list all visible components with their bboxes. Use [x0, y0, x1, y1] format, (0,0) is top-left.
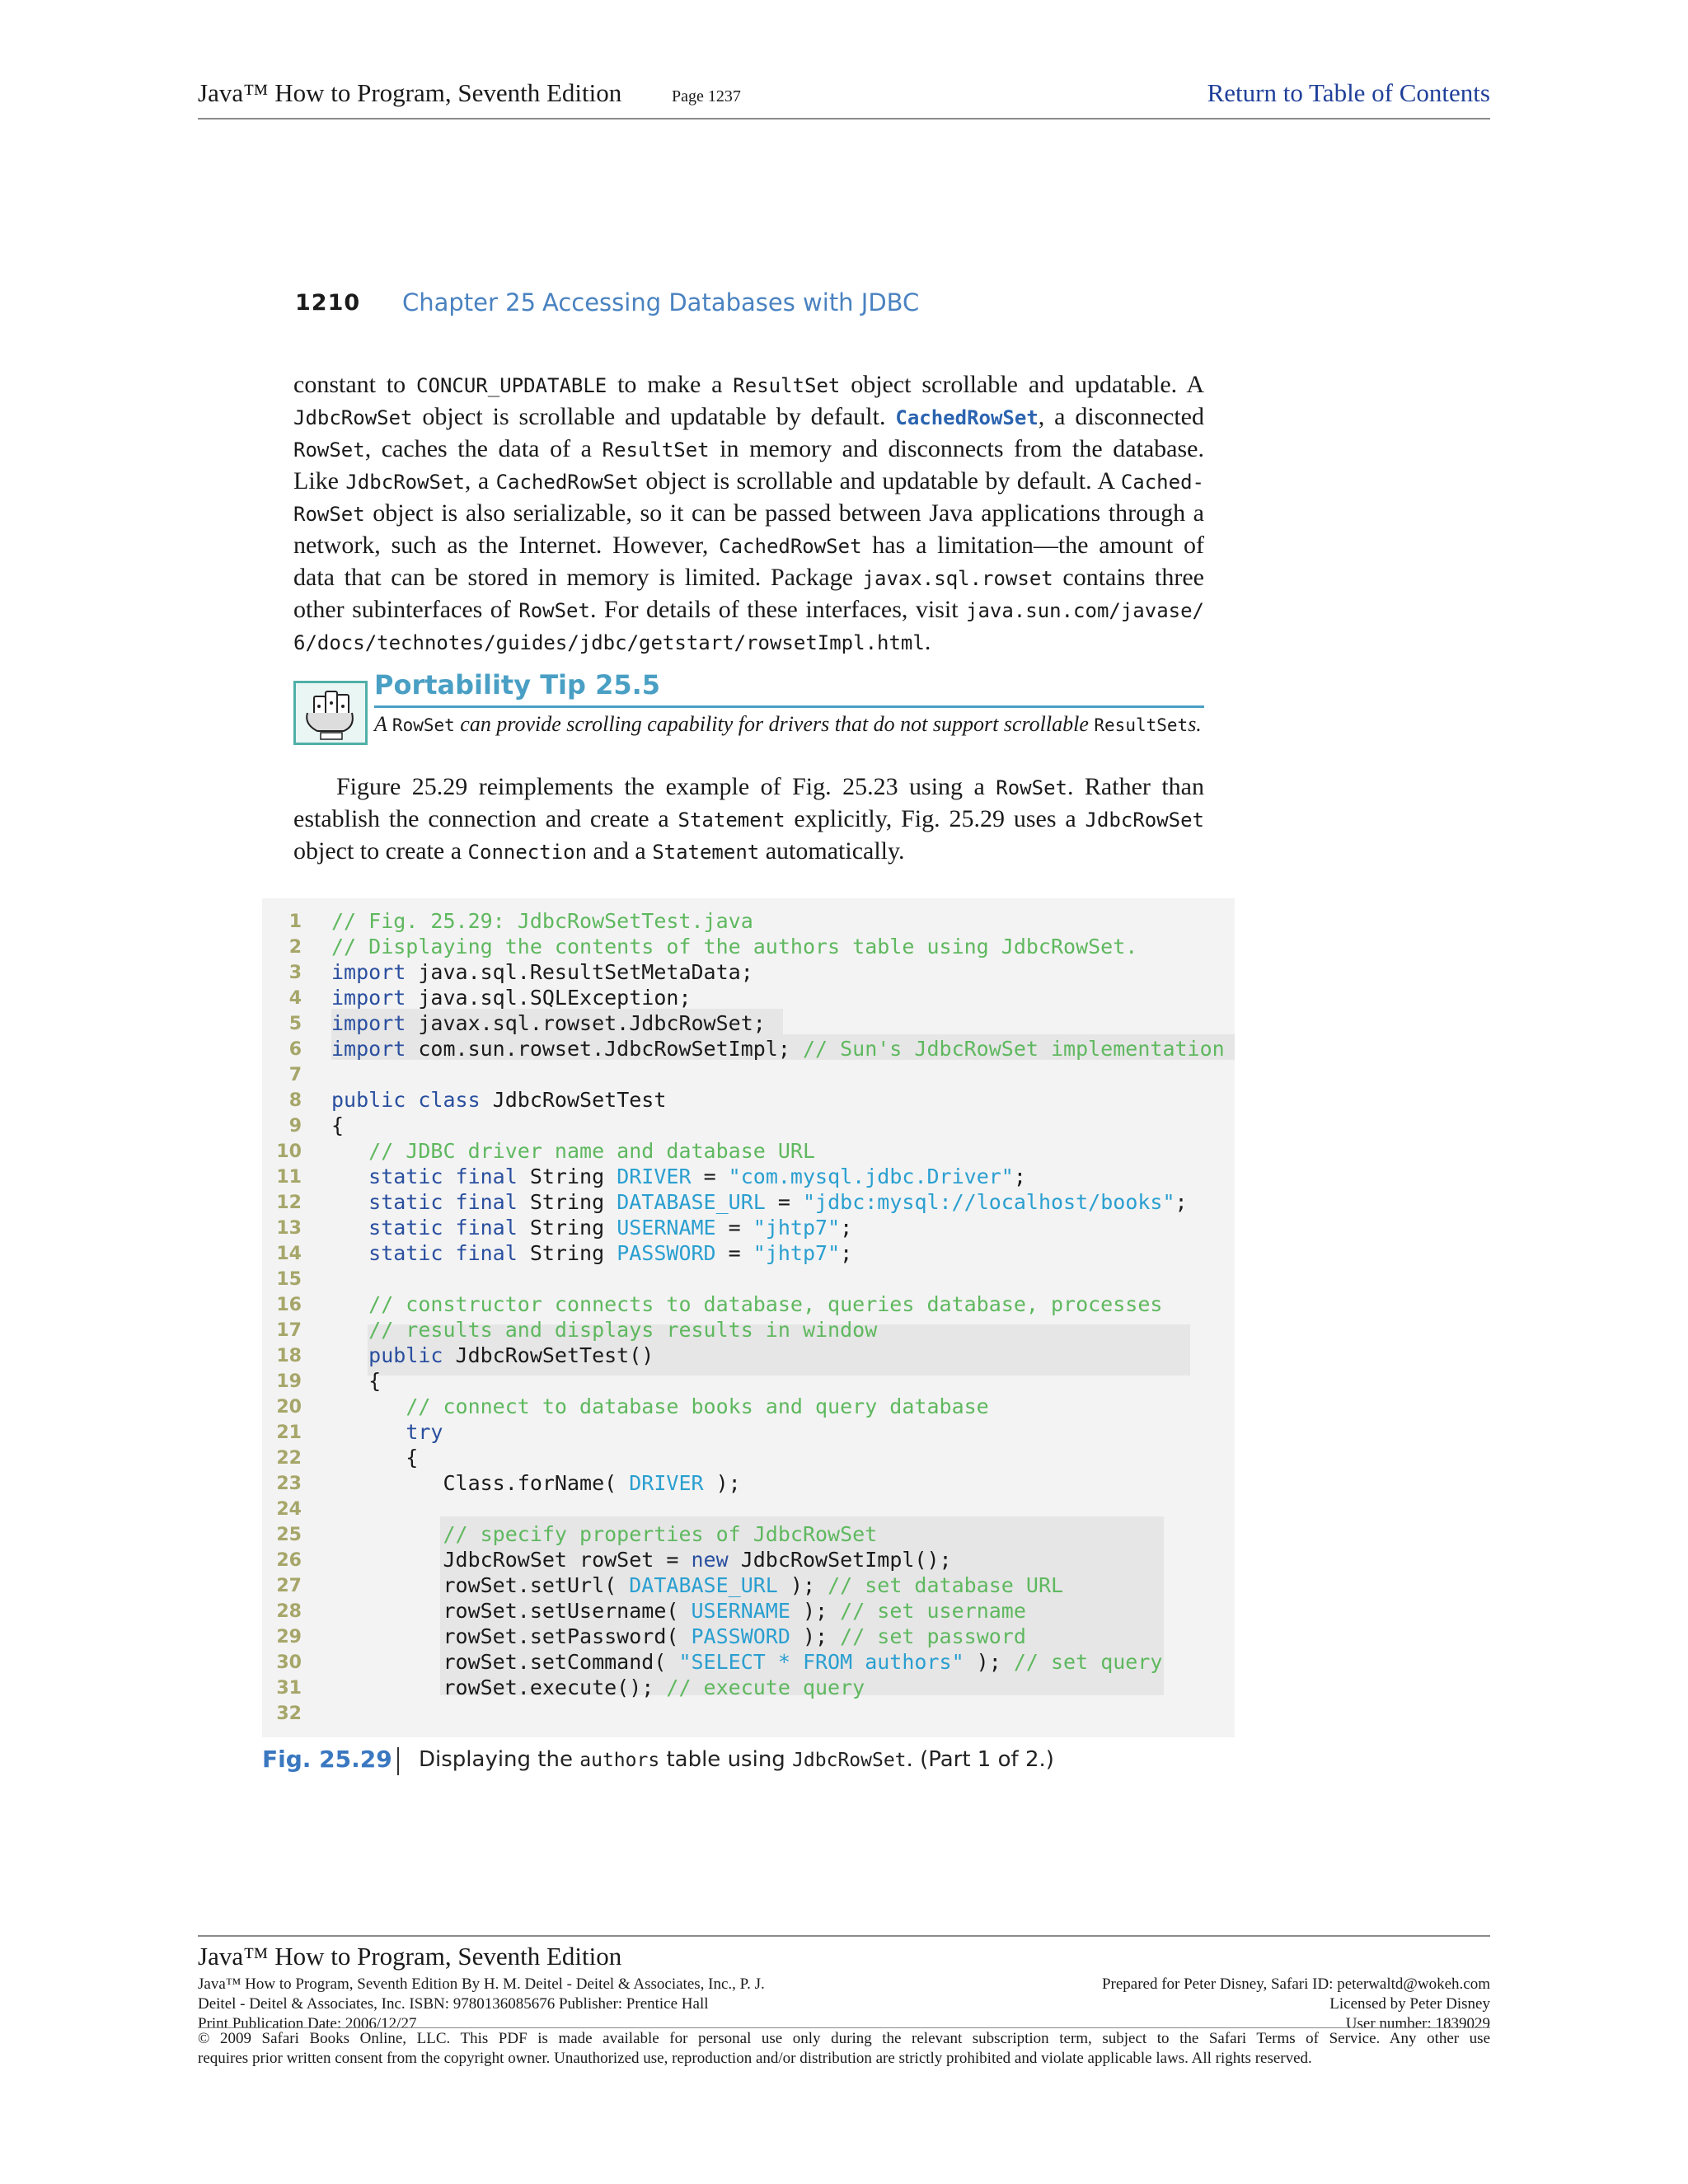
code-text [331, 1343, 654, 1367]
line-number: 29 [276, 1627, 302, 1647]
code-term: java.sun.com/javase/ [966, 599, 1204, 622]
code-token: // specify properties of JdbcRowSet [443, 1522, 878, 1546]
code-text [331, 1394, 989, 1418]
line-number: 32 [276, 1704, 302, 1724]
text-run: s. [1188, 712, 1202, 736]
code-token: new [691, 1548, 729, 1572]
code-token: = [765, 1190, 803, 1214]
line-number: 23 [276, 1474, 302, 1494]
line-number: 18 [276, 1346, 302, 1366]
code-text [331, 1522, 877, 1546]
text-run: and a [587, 837, 653, 865]
code-term: JdbcRowSet [1085, 808, 1204, 832]
code-token: com.sun.rowset.JdbcRowSetImpl; [406, 1037, 803, 1061]
portability-tip [293, 669, 1204, 752]
text-run: other subinterfaces of [293, 596, 519, 623]
code-token: PASSWORD [691, 1624, 790, 1648]
code-term: CONCUR_UPDATABLE [416, 374, 607, 397]
code-token: ); [777, 1573, 828, 1597]
key-term: CachedRowSet [895, 406, 1039, 429]
portability-tip-icon [293, 681, 368, 745]
line-number: 16 [276, 1295, 302, 1315]
page-header [198, 78, 1490, 120]
code-token: { [331, 1369, 382, 1393]
code-token [331, 1343, 368, 1367]
code-token [331, 1190, 368, 1214]
code-token [331, 1241, 368, 1265]
text-run: contains three [1053, 564, 1204, 591]
code-text [331, 1241, 852, 1265]
code-term: JdbcRowSet [345, 471, 465, 494]
code-token: String [517, 1165, 617, 1188]
code-term: RowSet [392, 715, 455, 735]
code-text [331, 986, 692, 1010]
text-run: network, such as the Internet. However, [293, 532, 720, 559]
code-text [331, 1165, 1026, 1188]
code-token: = [715, 1241, 753, 1265]
text-run: object is scrollable and updatable by default. A [638, 467, 1121, 494]
code-token: // Sun's JdbcRowSet implementation [802, 1037, 1225, 1061]
code-text [331, 1292, 1162, 1316]
code-token: String [517, 1241, 617, 1265]
line-number: 27 [276, 1576, 302, 1596]
page-footer [198, 1935, 1490, 2067]
code-token [331, 1216, 368, 1240]
code-term: ResultSet [1094, 715, 1189, 735]
code-term: RowSet [293, 438, 365, 462]
paragraph-line [293, 434, 1204, 466]
code-token: import [331, 986, 406, 1010]
code-text [331, 1190, 1188, 1214]
line-number: 6 [288, 1039, 302, 1060]
copyright-line: © 2009 Safari Books Online, LLC. This PDF is made available for personal use only during the relevant subscription term, subject to the Safari Terms of Service. Any other use [198, 2030, 1490, 2047]
line-number: 31 [276, 1678, 302, 1699]
line-number: 9 [288, 1116, 302, 1137]
code-token: // JDBC driver name and database URL [368, 1139, 816, 1163]
text-run: establish the connection and create a [293, 805, 678, 832]
code-token: "jdbc:mysql://localhost/books" [802, 1190, 1175, 1214]
code-token: String [517, 1216, 617, 1240]
code-token: static final [368, 1190, 518, 1214]
paragraph-line [293, 466, 1204, 498]
text-run: . [924, 628, 931, 655]
line-number: 3 [288, 963, 302, 983]
code-token: USERNAME [617, 1216, 716, 1240]
return-to-toc-link[interactable]: Return to Table of Contents [1207, 78, 1490, 107]
code-token: try [406, 1420, 443, 1444]
chapter-label: Chapter 25 [402, 288, 537, 316]
code-text [331, 1139, 815, 1163]
code-token: ); [790, 1624, 841, 1648]
footer-line: Prepared for Peter Disney, Safari ID: peterwaltd@wokeh.com [1101, 1975, 1490, 1993]
code-text [331, 1548, 952, 1572]
code-term: CachedRowSet [719, 535, 862, 558]
text-run: Displaying the [419, 1747, 580, 1772]
code-token: rowSet.setUsername( [331, 1599, 692, 1623]
text-run: . Rather than [1067, 773, 1204, 800]
code-token: String [517, 1190, 617, 1214]
line-number: 24 [276, 1499, 302, 1520]
code-text [331, 1037, 1225, 1061]
code-token: JdbcRowSetTest [480, 1088, 667, 1112]
code-text [331, 935, 1137, 958]
code-token [331, 1292, 368, 1316]
code-term: javax.sql.rowset [862, 567, 1053, 590]
line-number: 17 [276, 1320, 302, 1341]
footer-copyright [198, 2029, 1490, 2069]
footer-line: Deitel - Deitel & Associates, Inc. ISBN: 9780136085676 Publisher: Prentice Hall [198, 1995, 709, 2013]
code-token [331, 1318, 368, 1342]
text-run: automatically. [759, 837, 905, 865]
copyright-line: requires prior written consent from the copyright owner. Unauthorized use, reproduction and/or distribution are strictly prohibited and violate applicable laws. All rights reserved. [198, 2050, 1312, 2067]
text-run: A [374, 712, 392, 736]
code-term: 6/docs/technotes/guides/jdbc/getstart/rowsetImpl.html [293, 631, 925, 654]
line-number: 28 [276, 1601, 302, 1622]
book-page-number: 1210 [295, 290, 361, 316]
text-run: can provide scrolling capability for drivers that do not support scrollable [454, 712, 1095, 736]
code-text [331, 1088, 666, 1112]
footer-line: Print Publication Date: 2006/12/27 [198, 2015, 417, 2032]
text-run: object is scrollable and updatable by default. [412, 403, 896, 430]
figure-number: Fig. 25.29 [262, 1746, 392, 1773]
code-token: // Displaying the contents of the authors table using JdbcRowSet. [331, 935, 1138, 958]
code-token: // set username [840, 1599, 1026, 1623]
line-number: 4 [288, 988, 302, 1009]
code-term: Connection [467, 841, 588, 864]
code-text [331, 1011, 766, 1035]
code-token: DRIVER [617, 1165, 692, 1188]
code-text [331, 1113, 344, 1137]
line-number: 20 [276, 1397, 302, 1418]
text-run: object scrollable and updatable. A [840, 371, 1205, 398]
text-run: object to create a [293, 837, 468, 865]
code-token: JdbcRowSetImpl(); [728, 1548, 952, 1572]
text-run: Like [293, 467, 346, 494]
code-token: import [331, 1037, 406, 1061]
code-token [331, 1522, 443, 1546]
line-number: 26 [276, 1550, 302, 1571]
book-title: Java™ How to Program, Seventh Edition [198, 78, 622, 107]
code-token: java.sql.SQLException; [406, 986, 692, 1010]
code-term: CachedRowSet [495, 471, 639, 494]
code-token: "SELECT * FROM authors" [678, 1650, 964, 1674]
code-term: Statement [678, 808, 785, 832]
code-token: ; [1013, 1165, 1026, 1188]
code-token: // results and displays results in window [368, 1318, 878, 1342]
line-number: 21 [276, 1422, 302, 1443]
code-token: ; [840, 1241, 853, 1265]
code-token: DATABASE_URL [629, 1573, 778, 1597]
code-token: // constructor connects to database, queries database, processes [368, 1292, 1163, 1316]
paragraph-line [293, 626, 1204, 658]
tip-title: Portability Tip 25.5 [374, 669, 661, 701]
footer-publication-info [198, 1975, 765, 2034]
code-text [331, 1318, 877, 1342]
code-token: { [331, 1446, 419, 1469]
code-token: static final [368, 1241, 518, 1265]
code-token: = [691, 1165, 729, 1188]
line-number: 25 [276, 1525, 302, 1545]
line-number: 2 [288, 937, 302, 958]
footer-divider [198, 2027, 1490, 2028]
code-term: authors [579, 1750, 660, 1771]
code-term: RowSet [518, 599, 590, 622]
code-token [331, 1394, 406, 1418]
code-token: { [331, 1113, 345, 1137]
code-text [331, 1471, 741, 1495]
code-token: = [715, 1216, 753, 1240]
code-term: Cached- [1120, 471, 1204, 494]
line-number: 10 [276, 1141, 302, 1162]
text-run: . For details of these interfaces, visit [589, 596, 966, 623]
code-token: PASSWORD [617, 1241, 716, 1265]
code-token: "jhtp7" [753, 1241, 841, 1265]
paragraph-line [293, 530, 1204, 562]
code-token: // set password [840, 1624, 1026, 1648]
text-run: Figure 25.29 reimplements the example of Fig. 25.23 using a [336, 773, 996, 800]
text-run: constant to [293, 371, 417, 398]
body-paragraph-figure-intro [293, 771, 1204, 868]
footer-line: Licensed by Peter Disney [1329, 1995, 1490, 2013]
caption-divider [397, 1747, 399, 1775]
text-run: , a disconnected [1038, 403, 1204, 430]
code-token: java.sql.ResultSetMetaData; [406, 960, 753, 984]
text-run: to make a [607, 371, 734, 398]
code-term: ResultSet [733, 374, 841, 397]
code-token: rowSet.execute(); [331, 1675, 667, 1699]
text-run: in memory and disconnects from the database. [709, 435, 1204, 462]
code-token: public class [331, 1088, 481, 1112]
code-token: "com.mysql.jdbc.Driver" [728, 1165, 1014, 1188]
code-token: // execute query [666, 1675, 865, 1699]
code-listing [262, 898, 1235, 1737]
paragraph-line [293, 401, 1204, 434]
code-term: RowSet [293, 503, 365, 526]
code-token: DATABASE_URL [617, 1190, 766, 1214]
line-number: 22 [276, 1448, 302, 1469]
code-token: rowSet.setUrl( [331, 1573, 630, 1597]
code-token: // connect to database books and query database [406, 1394, 989, 1418]
paragraph-line [293, 369, 1204, 401]
page-label: Page 1237 [672, 87, 741, 105]
code-token: ; [1175, 1190, 1188, 1214]
code-text [331, 1369, 381, 1393]
code-token: import [331, 1011, 406, 1035]
line-number: 5 [288, 1014, 302, 1034]
caption-text [419, 1747, 1054, 1772]
paragraph-line [293, 771, 1204, 804]
code-token: ); [703, 1471, 741, 1495]
code-text [331, 1573, 1063, 1597]
code-token [331, 1139, 368, 1163]
code-text [331, 1599, 1026, 1623]
code-text [331, 909, 753, 933]
code-token: public [368, 1343, 443, 1367]
paragraph-line [293, 562, 1204, 594]
code-token: USERNAME [691, 1599, 790, 1623]
line-number: 8 [288, 1090, 302, 1111]
line-number: 15 [276, 1269, 302, 1290]
code-term: JdbcRowSet [293, 406, 413, 429]
code-text [331, 960, 753, 984]
footer-line: Java™ How to Program, Seventh Edition By H. M. Deitel - Deitel & Associates, Inc., P. J. [198, 1975, 765, 1993]
paragraph-line [293, 836, 1204, 868]
text-run: has a limitation—the amount of [861, 532, 1205, 559]
footer-line: User number: 1839029 [1345, 2015, 1490, 2032]
code-term: Statement [652, 841, 760, 864]
line-number: 1 [288, 912, 302, 932]
code-text [331, 1624, 1026, 1648]
code-text [331, 1446, 418, 1469]
line-number: 13 [276, 1218, 302, 1239]
code-text [331, 1420, 443, 1444]
footer-book-title: Java™ How to Program, Seventh Edition [198, 1942, 622, 1971]
code-term: JdbcRowSet [792, 1750, 907, 1771]
tip-text [374, 712, 1202, 737]
code-token: javax.sql.rowset.JdbcRowSet; [406, 1011, 766, 1035]
chapter-title: Accessing Databases with JDBC [542, 288, 920, 316]
text-run: , caches the data of a [364, 435, 603, 462]
code-token: JdbcRowSet rowSet = [331, 1548, 692, 1572]
text-run: data that can be stored in memory is limited. Package [293, 564, 863, 591]
line-number: 11 [276, 1167, 302, 1188]
text-run: explicitly, Fig. 25.29 uses a [785, 805, 1085, 832]
line-number: 14 [276, 1244, 302, 1264]
code-token: ); [790, 1599, 841, 1623]
paragraph-line [293, 498, 1204, 530]
line-number: 30 [276, 1652, 302, 1673]
paragraph-line [293, 594, 1204, 626]
code-token: rowSet.setCommand( [331, 1650, 679, 1674]
code-token: ); [964, 1650, 1014, 1674]
text-run: object is also serializable, so it can be passed between Java applications through a [364, 499, 1204, 527]
code-token: DRIVER [629, 1471, 704, 1495]
code-token: Class.forName( [331, 1471, 630, 1495]
code-text [331, 1650, 1162, 1674]
code-token: static final [368, 1165, 518, 1188]
code-text [331, 1675, 865, 1699]
line-number: 12 [276, 1193, 302, 1213]
footer-license-info [1102, 1975, 1490, 2034]
body-paragraph-rowset [293, 369, 1204, 658]
code-term: ResultSet [602, 438, 710, 462]
line-number: 7 [288, 1065, 302, 1085]
text-run: table using [659, 1747, 793, 1772]
code-token [331, 1165, 368, 1188]
code-token: rowSet.setPassword( [331, 1624, 692, 1648]
code-token: ; [840, 1216, 853, 1240]
code-token: // set database URL [828, 1573, 1064, 1597]
code-term: RowSet [996, 776, 1067, 799]
text-run: , a [464, 467, 496, 494]
tip-divider [374, 705, 1204, 708]
code-text [331, 1216, 852, 1240]
code-token: import [331, 960, 406, 984]
code-token: // set query [1013, 1650, 1163, 1674]
paragraph-line [293, 804, 1204, 836]
text-run: . (Part 1 of 2.) [906, 1747, 1054, 1772]
code-token: JdbcRowSetTest() [443, 1343, 654, 1367]
code-token [331, 1420, 406, 1444]
code-token: // Fig. 25.29: JdbcRowSetTest.java [331, 909, 753, 933]
line-number: 19 [276, 1371, 302, 1392]
code-token: "jhtp7" [753, 1216, 841, 1240]
code-token: static final [368, 1216, 518, 1240]
